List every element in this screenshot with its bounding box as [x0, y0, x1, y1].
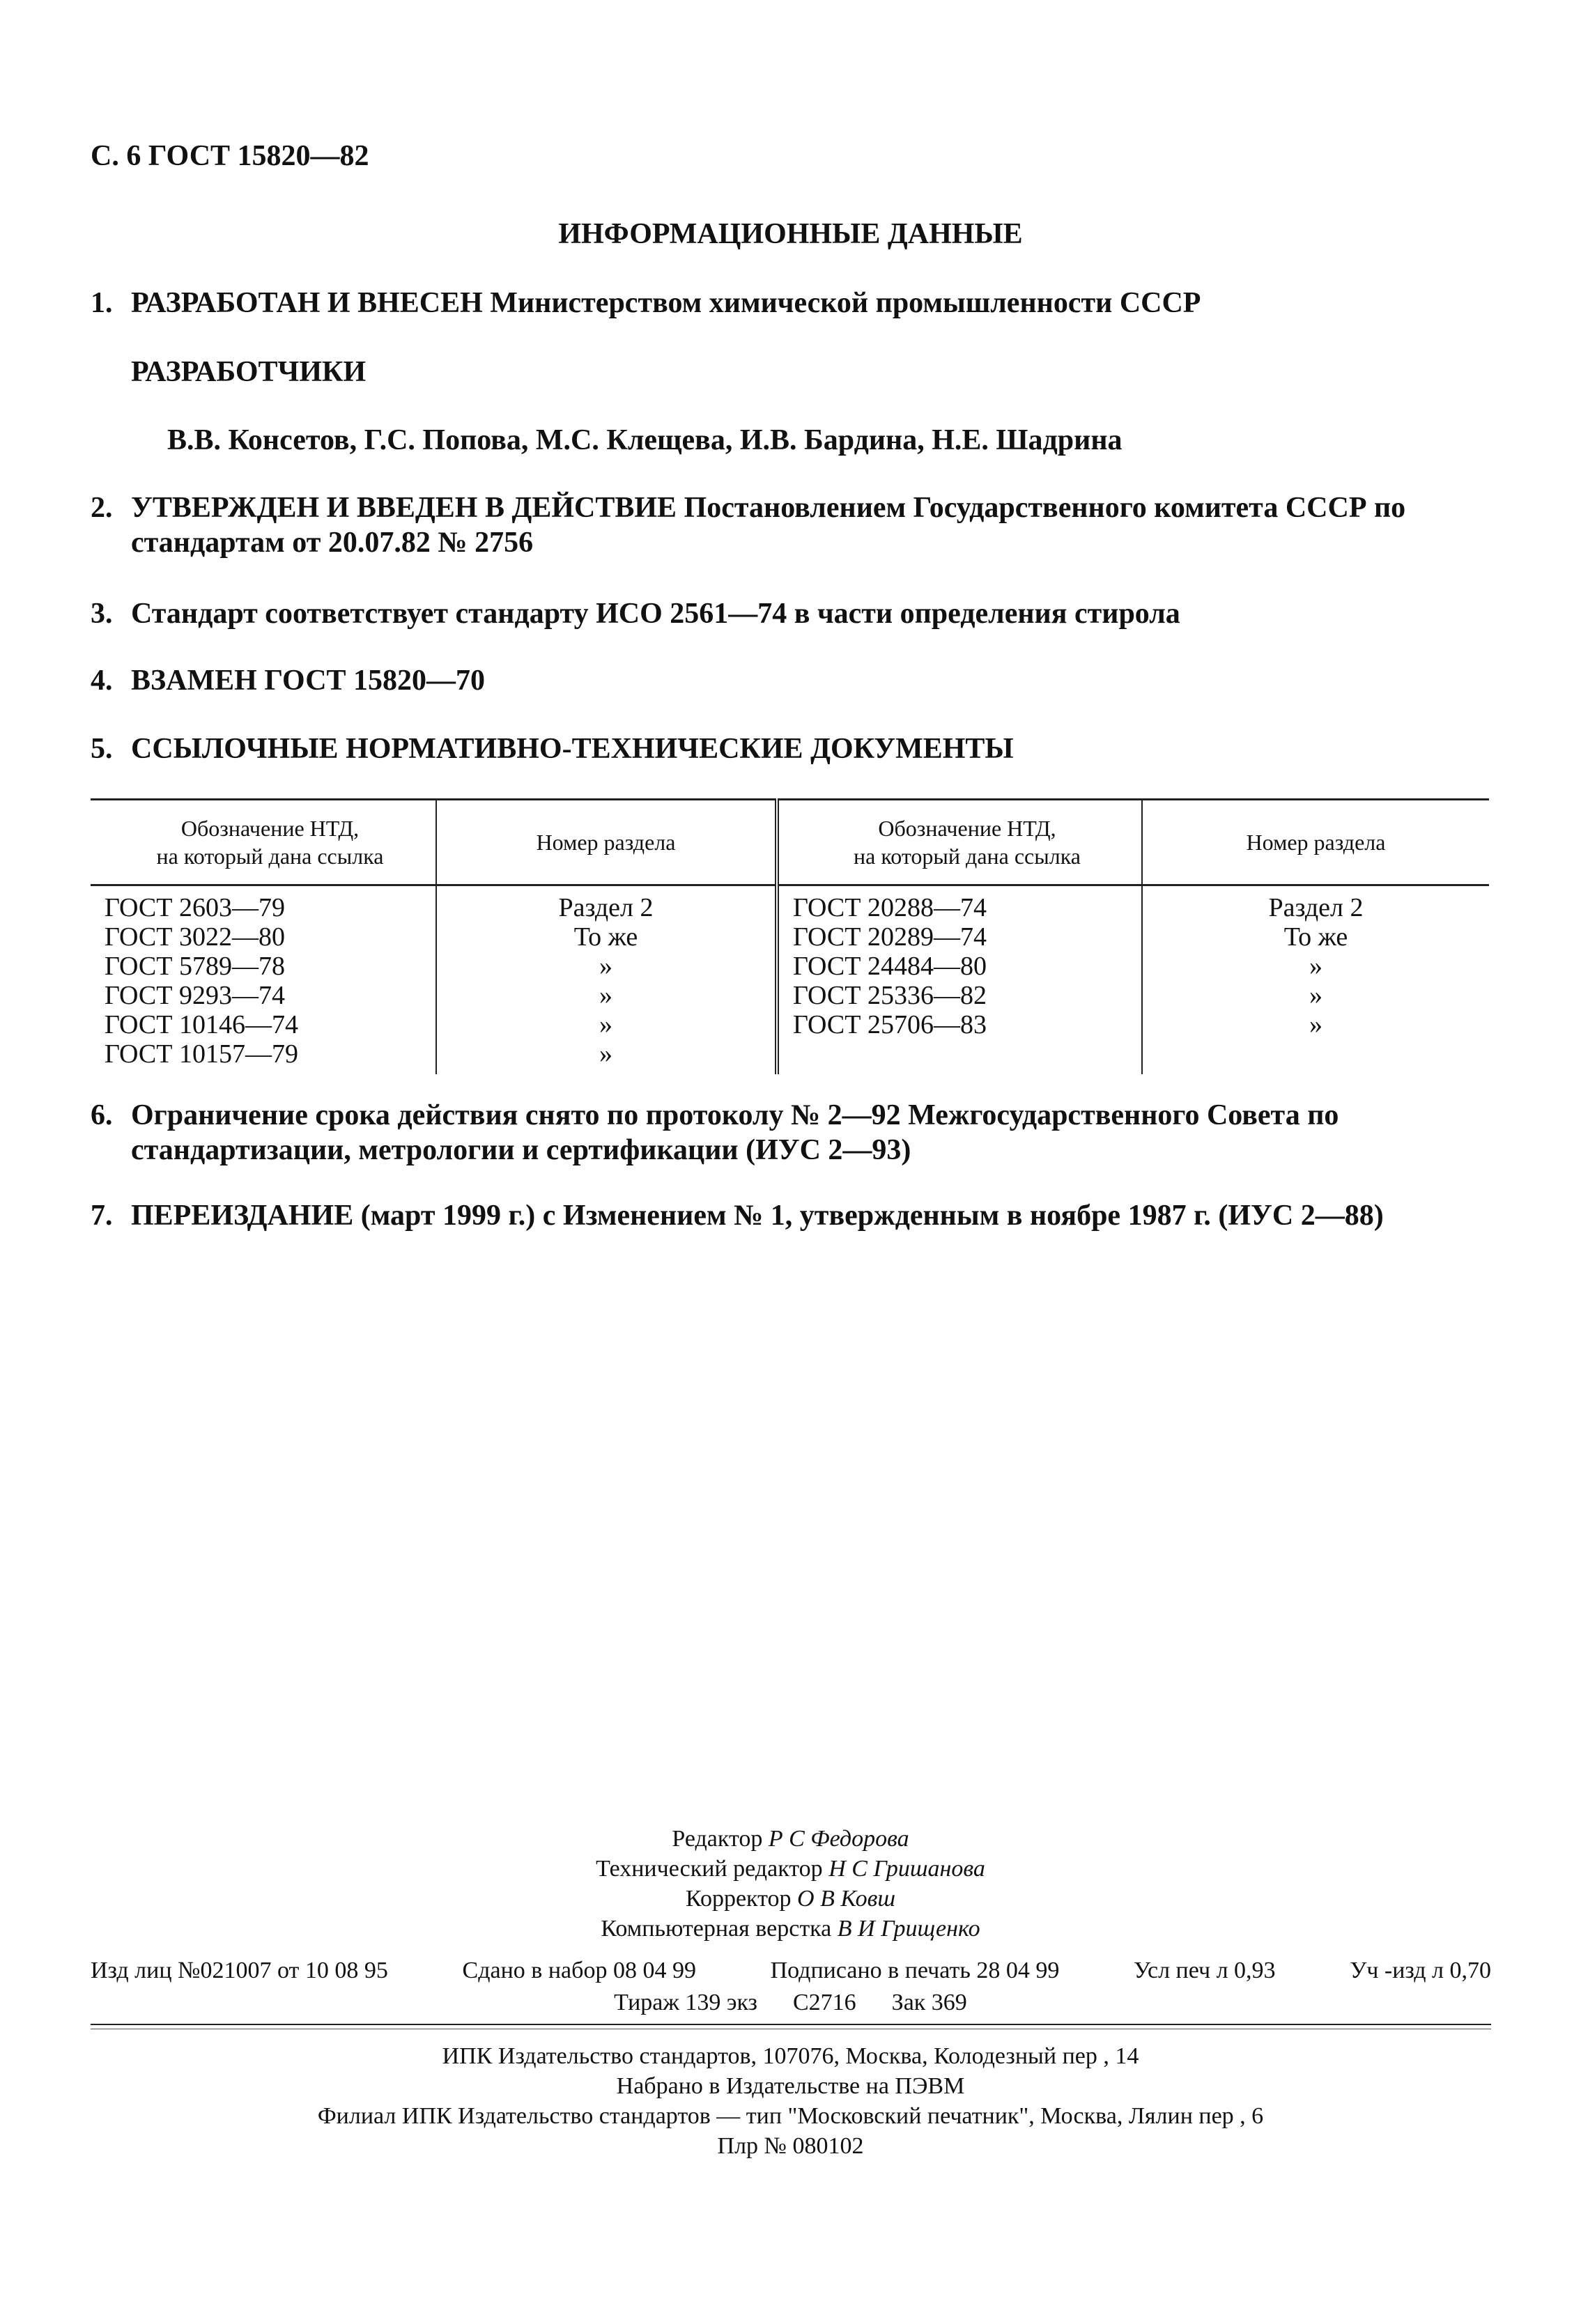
- item-number: 4.: [91, 665, 113, 697]
- print-details: [91, 1958, 1491, 1984]
- doc-cell-empty: [777, 1039, 1142, 1074]
- header-document-text: Обозначение НТД, на который дана ссылка: [156, 816, 384, 869]
- table-row: [91, 885, 1489, 923]
- doc-cell: ГОСТ 2603—79: [105, 893, 285, 922]
- item-text: РАЗРАБОТАН И ВНЕСЕН Министерством химической промышленности СССР: [131, 287, 1201, 319]
- signed-date: Подписано в печать 28 04 99: [770, 1958, 1060, 1983]
- item-number: 1.: [91, 287, 113, 319]
- doc-cell: ГОСТ 9293—74: [105, 981, 285, 1010]
- item-text: Ограничение срока действия снято по протоколу № 2—92 Межгосударственного Совета по стандартизации, метрологии и сертификации (ИУС 2—93): [131, 1099, 1339, 1166]
- table-row: [91, 1010, 1489, 1039]
- table-row: [91, 981, 1489, 1010]
- plr-number: Плр № 080102: [717, 2133, 864, 2159]
- section-cell: »: [436, 981, 777, 1010]
- item-number: 5.: [91, 733, 113, 765]
- publisher-address: ИПК Издательство стандартов, 107076, Москва, Колодезный пер , 14: [442, 2043, 1139, 2069]
- doc-cell: ГОСТ 10157—79: [105, 1039, 298, 1069]
- header-section: [436, 800, 777, 885]
- info-item-2: [91, 490, 1491, 560]
- print-sheets: Усл печ л 0,93: [1134, 1958, 1276, 1983]
- circulation: Тираж 139 экз: [614, 1990, 757, 2015]
- section-cell: »: [436, 1010, 777, 1039]
- header-section-text: Номер раздела: [1246, 830, 1386, 855]
- doc-cell: ГОСТ 20289—74: [777, 922, 1142, 952]
- developers-heading: РАЗРАБОТЧИКИ: [131, 356, 367, 388]
- developers-list: В.В. Консетов, Г.С. Попова, М.С. Клещева, И.В. Бардина, Н.Е. Шадрина: [167, 424, 1123, 456]
- info-item-6: [91, 1098, 1491, 1168]
- doc-cell: ГОСТ 25706—83: [777, 1010, 1142, 1039]
- section-cell: То же: [436, 922, 777, 952]
- info-item-7: [91, 1198, 1491, 1233]
- section-cell: Раздел 2: [436, 885, 777, 923]
- section-cell: »: [436, 952, 777, 981]
- branch-address: Филиал ИПК Издательство стандартов — тип "Московский печатник", Москва, Лялин пер , 6: [317, 2103, 1264, 2129]
- tech-editor-line: [0, 1854, 1581, 1884]
- corrector-name: О В Ковш: [797, 1886, 896, 1912]
- section-cell: Раздел 2: [1142, 885, 1489, 923]
- doc-cell: ГОСТ 3022—80: [105, 922, 285, 952]
- doc-cell: ГОСТ 5789—78: [105, 952, 285, 981]
- editorial-credits: [0, 1824, 1581, 1944]
- layout-name: В И Грищенко: [837, 1916, 980, 1942]
- item-number: 7.: [91, 1200, 113, 1232]
- print-code: С2716: [792, 1990, 856, 2015]
- info-item-1: [91, 286, 1491, 320]
- editor-label: Редактор: [672, 1826, 763, 1852]
- item-number: 3.: [91, 598, 113, 630]
- info-item-5: [91, 731, 1491, 766]
- editor-name: Р С Федорова: [768, 1826, 909, 1852]
- corrector-line: [0, 1884, 1581, 1914]
- tech-editor-label: Технический редактор: [596, 1856, 823, 1882]
- item-text: Стандарт соответствует стандарту ИСО 2561—74 в части определения стирола: [131, 598, 1180, 630]
- publishing-sheets: Уч -изд л 0,70: [1350, 1958, 1491, 1983]
- item-text: ВЗАМЕН ГОСТ 15820—70: [131, 665, 486, 697]
- table-header-row: [91, 800, 1489, 885]
- section-title: ИНФОРМАЦИОННЫЕ ДАННЫЕ: [558, 218, 1023, 250]
- table-row: [91, 922, 1489, 952]
- header-document: [777, 800, 1142, 885]
- section-cell-empty: [1142, 1039, 1489, 1074]
- layout-line: [0, 1914, 1581, 1944]
- doc-cell: ГОСТ 24484—80: [777, 952, 1142, 981]
- table-row: [91, 1039, 1489, 1074]
- item-number: 2.: [91, 492, 113, 524]
- publisher-info: [0, 2041, 1581, 2161]
- divider-line: [91, 2024, 1491, 2025]
- corrector-label: Корректор: [685, 1886, 792, 1912]
- doc-cell: ГОСТ 10146—74: [105, 1010, 298, 1039]
- header-section: [1142, 800, 1489, 885]
- typeset-date: Сдано в набор 08 04 99: [462, 1958, 696, 1983]
- item-text: ССЫЛОЧНЫЕ НОРМАТИВНО-ТЕХНИЧЕСКИЕ ДОКУМЕНТЫ: [131, 733, 1014, 765]
- page-header: С. 6 ГОСТ 15820—82: [91, 140, 369, 172]
- table-row: [91, 952, 1489, 981]
- item-text: ПЕРЕИЗДАНИЕ (март 1999 г.) с Изменением № 1, утвержденным в ноябре 1987 г. (ИУС 2—88): [131, 1200, 1384, 1232]
- header-document-text: Обозначение НТД, на который дана ссылка: [854, 816, 1081, 869]
- section-cell: »: [1142, 952, 1489, 981]
- section-cell: То же: [1142, 922, 1489, 952]
- tech-editor-name: Н С Гришанова: [828, 1856, 985, 1882]
- section-cell: »: [1142, 1010, 1489, 1039]
- header-section-text: Номер раздела: [536, 830, 676, 855]
- license-text: Изд лиц №021007 от 10 08 95: [91, 1958, 388, 1983]
- section-cell: »: [436, 1039, 777, 1074]
- item-text: УТВЕРЖДЕН И ВВЕДЕН В ДЕЙСТВИЕ Постановлением Государственного комитета СССР по стандартам от 20.07.82 № 2756: [131, 492, 1406, 559]
- reference-documents-table: [91, 798, 1489, 1074]
- layout-label: Компьютерная верстка: [601, 1916, 832, 1942]
- info-item-3: [91, 596, 1491, 631]
- doc-cell: ГОСТ 25336—82: [777, 981, 1142, 1010]
- editor-line: [0, 1824, 1581, 1854]
- item-number: 6.: [91, 1099, 113, 1131]
- doc-cell: ГОСТ 20288—74: [777, 885, 1142, 923]
- info-item-4: [91, 663, 1491, 698]
- typed-note: Набрано в Издательстве на ПЭВМ: [616, 2073, 965, 2099]
- order-number: Зак 369: [891, 1990, 967, 2015]
- header-document: [91, 800, 436, 885]
- section-cell: »: [1142, 981, 1489, 1010]
- circulation-details: [0, 1990, 1581, 2016]
